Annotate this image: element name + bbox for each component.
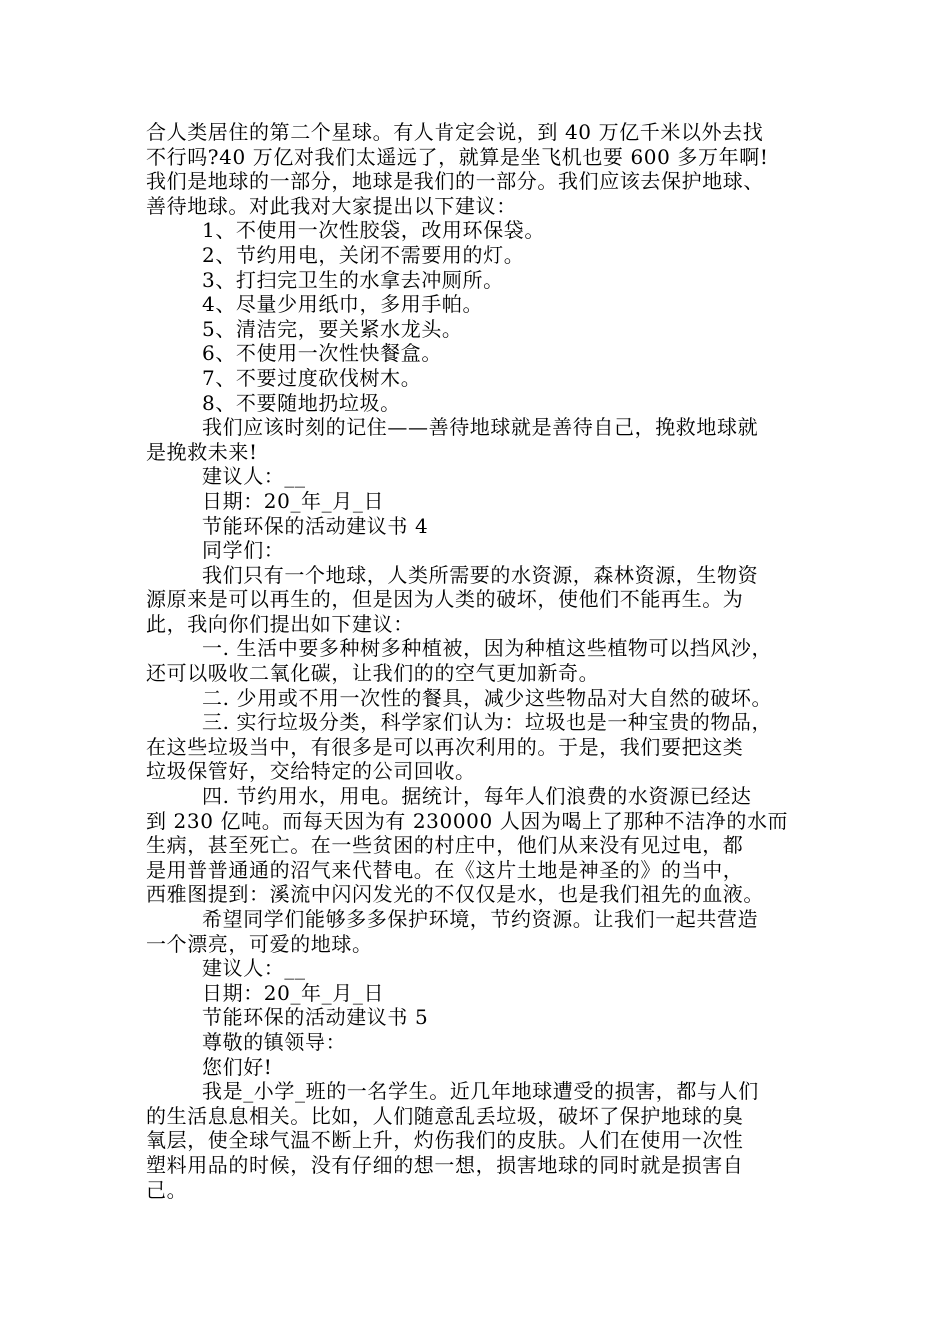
text-line: 西雅图提到：溪流中闪闪发光的不仅仅是水，也是我们祖先的血液。 xyxy=(146,882,764,907)
text-line: 尊敬的镇领导： xyxy=(202,1029,347,1054)
text-line: 建议人：__ xyxy=(202,464,306,489)
text-line: 我们是地球的一部分，地球是我们的一部分。我们应该去保护地球、 xyxy=(146,169,764,194)
text-line: 善待地球。对此我对大家提出以下建议： xyxy=(146,193,517,218)
text-line: 节能环保的活动建议书 5 xyxy=(202,1005,429,1030)
text-line: 您们好! xyxy=(202,1054,273,1079)
text-line: 氧层，使全球气温不断上升，灼伤我们的皮肤。人们在使用一次性 xyxy=(146,1128,744,1153)
text-line: 三. 实行垃圾分类，科学家们认为：垃圾也是一种宝贵的物品， xyxy=(202,710,773,735)
text-line: 1、不使用一次性胶袋，改用环保袋。 xyxy=(202,218,545,243)
text-line: 在这些垃圾当中，有很多是可以再次利用的。于是，我们要把这类 xyxy=(146,734,744,759)
text-line: 到 230 亿吨。而每天因为有 230000 人因为喝上了那种不洁净的水而 xyxy=(146,808,789,833)
text-line: 6、不使用一次性快餐盒。 xyxy=(202,341,442,366)
text-line: 4、尽量少用纸巾，多用手帕。 xyxy=(202,292,484,317)
text-line: 是用普普通通的沼气来代替电。在《这片土地是神圣的》的当中， xyxy=(146,857,744,882)
text-line: 四. 节约用水，用电。据统计，每年人们浪费的水资源已经达 xyxy=(202,784,752,809)
text-line: 塑料用品的时候，没有仔细的想一想，损害地球的同时就是损害自 xyxy=(146,1152,744,1177)
text-line: 同学们： xyxy=(202,538,285,563)
text-line: 一个漂亮，可爱的地球。 xyxy=(146,931,373,956)
text-line: 我们只有一个地球，人类所需要的水资源，森林资源，生物资 xyxy=(202,562,759,587)
text-line: 2、节约用电，关闭不需要用的灯。 xyxy=(202,242,525,267)
text-line: 我们应该时刻的记住——善待地球就是善待自己，挽救地球就 xyxy=(202,415,759,440)
text-line: 生病，甚至死亡。在一些贫困的村庄中，他们从来没有见过电，都 xyxy=(146,833,744,858)
text-line: 二. 少用或不用一次性的餐具，减少这些物品对大自然的破坏。 xyxy=(202,685,773,710)
document-body xyxy=(146,120,822,1202)
text-line: 节能环保的活动建议书 4 xyxy=(202,513,429,538)
text-line: 己。 xyxy=(146,1177,188,1202)
text-line: 希望同学们能够多多保护环境，节约资源。让我们一起共营造 xyxy=(202,907,759,931)
text-line: 8、不要随地扔垃圾。 xyxy=(202,390,401,415)
text-line: 7、不要过度砍伐树木。 xyxy=(202,365,422,390)
text-line: 还可以吸收二氧化碳，让我们的的空气更加新奇。 xyxy=(146,661,600,686)
text-line: 日期：20_年_月_日 xyxy=(202,980,385,1005)
text-line: 源原来是可以再生的，但是因为人类的破坏，使他们不能再生。为 xyxy=(146,587,744,612)
text-line: 一. 生活中要多种树多种植被，因为种植这些植物可以挡风沙， xyxy=(202,636,773,661)
text-line: 是挽救未来! xyxy=(146,439,258,464)
text-line: 日期：20_年_月_日 xyxy=(202,488,385,513)
text-line: 5、清洁完，要关紧水龙头。 xyxy=(202,316,463,341)
text-line: 合人类居住的第二个星球。有人肯定会说，到 40 万亿千米以外去找 xyxy=(146,120,764,144)
text-line: 垃圾保管好，交给特定的公司回收。 xyxy=(146,759,476,784)
text-line: 3、打扫完卫生的水拿去冲厕所。 xyxy=(202,267,504,292)
text-line: 此，我向你们提出如下建议： xyxy=(146,611,414,636)
text-line: 建议人：__ xyxy=(202,956,306,981)
text-line: 的生活息息相关。比如，人们随意乱丢垃圾，破坏了保护地球的臭 xyxy=(146,1103,744,1128)
text-line: 不行吗?40 万亿对我们太遥远了，就算是坐飞机也要 600 多万年啊! xyxy=(146,144,769,169)
text-line: 我是_小学_班的一名学生。近几年地球遭受的损害，都与人们 xyxy=(202,1079,759,1104)
